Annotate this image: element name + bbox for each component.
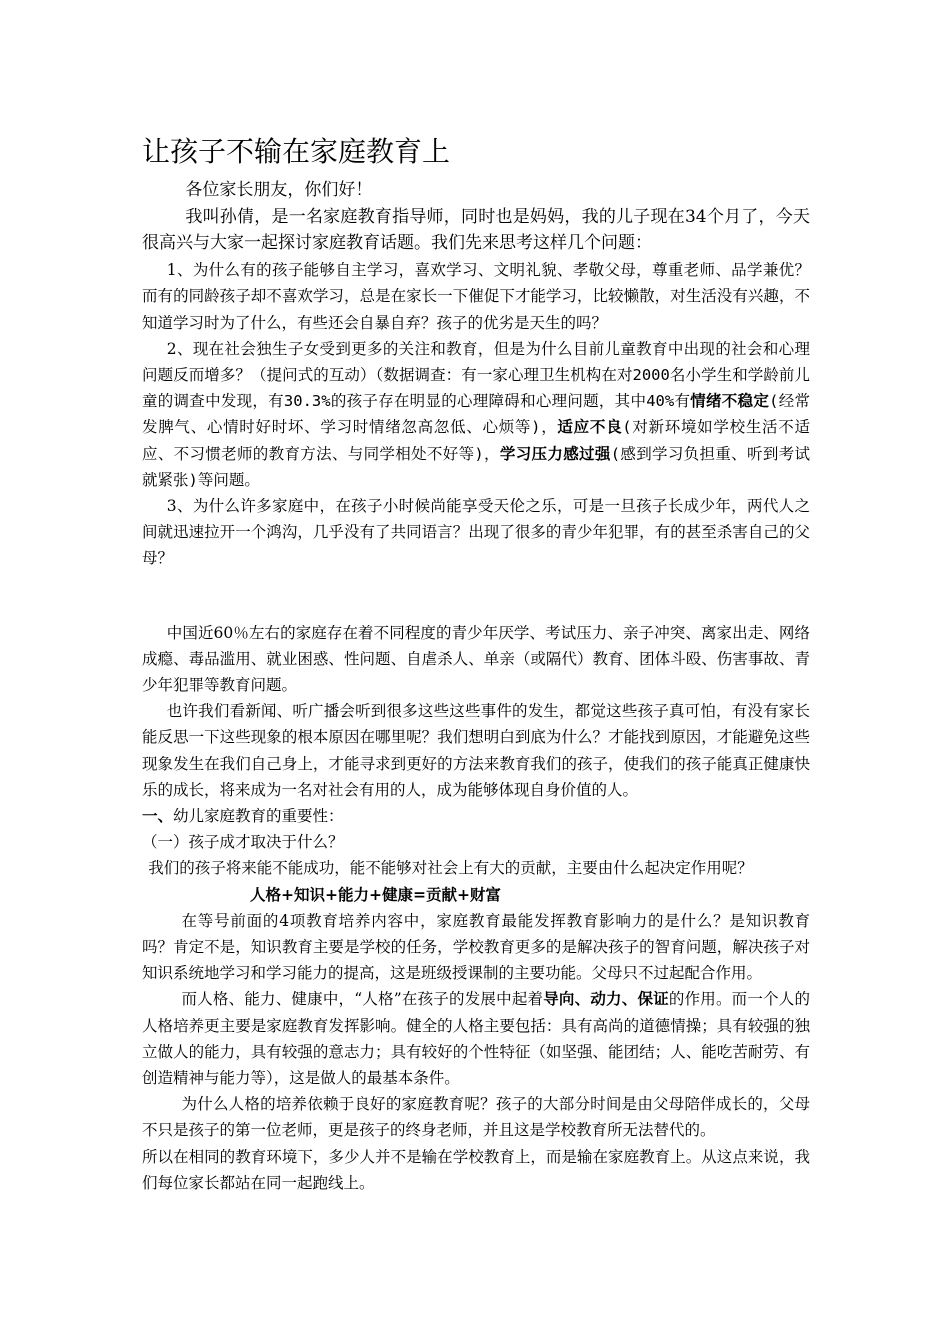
question-1-paragraph: 1、为什么有的孩子能够自主学习，喜欢学习、文明礼貌、孝敬父母，尊重老师、品学兼优？而有的同龄孩子却不喜欢学习，总是在家长一下催促下才能学习，比较懒散，对生活没有兴趣，不知道学习时为了什么，有些还会自暴自弃？孩子的优劣是天生的吗？ [142, 261, 810, 332]
intro-paragraph: 我叫孙倩，是一名家庭教育指导师，同时也是妈妈，我的儿子现在34个月了，今天很高兴与大家一起探讨家庭教育话题。我们先来思考这样几个问题： [142, 206, 810, 254]
conclusion-paragraph: 所以在相同的教育环境下，多少人并不是输在学校教育上，而是输在家庭教育上。从这点来说，我们每位家长都站在同一起跑线上。 [142, 1147, 810, 1192]
subsection-heading-1: （一）孩子成才取决于什么？ [142, 833, 344, 852]
poor-adaptation-term: 适应不良 [557, 418, 623, 437]
formula-line: 人格+知识+能力+健康=贡献+财富 [250, 884, 501, 904]
news-reflection-paragraph: 也许我们看新闻、听广播会听到很多这些这些事件的发生，都觉这些孩子真可怕，有没有家长能反思一下这些现象的根本原因在哪里呢？我们想明白到底为什么？才能找到原因，才能避免这些现象发生在我们自己身上，才能寻求到更好的方法来教育我们的孩子，使我们的孩子能真正健康快乐的成长，将来成为一名对社会有用的人，成为能够体现自身价值的人。 [142, 702, 810, 799]
survey-text: 数据调查：有一家心理卫生机构在对2000名小学生和学龄前儿童的调查中发现，有30.3%的孩子存在明显的心理障碍和心理问题，其中40%有 [142, 365, 810, 411]
greeting-paragraph: 各位家长朋友，你们好！ [185, 180, 373, 200]
survey-text-4: (感到学习负担重、听到考试就紧张)等问题。 [142, 444, 810, 489]
question-2-paragraph [142, 336, 810, 493]
document-title: 让孩子不输在家庭教育上 [142, 135, 451, 168]
document-body [142, 177, 810, 1196]
equal-sign-paragraph: 在等号前面的4项教育培养内容中，家庭教育最能发挥教育影响力的是什么？是知识教育吗？肯定不是，知识教育主要是学校的任务，学校教育更多的是解决孩子的智育问题，解决孩子对知识系统地学习和学习能力的提高，这是班级授课制的主要功能。父母只不过起配合作用。 [142, 911, 810, 983]
china-statistics-paragraph: 中国近60％左右的家庭存在着不同程度的青少年厌学、考试压力、亲子冲突、离家出走、网络成瘾、毒品滥用、就业困惑、性问题、自虐杀人、单亲（或隔代）教育、团体斗殴、伤害事故、青少年犯罪等教育问题。 [142, 623, 810, 694]
blank-gap [142, 572, 810, 620]
question-2-lead: 2、现在社会独生子女受到更多的关注和教育，但是为什么目前儿童教育中出现的社会和心理问题反而增多？（提问式的互动）（ [142, 339, 810, 384]
section-heading-1 [142, 803, 810, 829]
why-personality-paragraph: 为什么人格的培养依赖于良好的家庭教育呢？孩子的大部分时间是由父母陪伴成长的，父母不只是孩子的第一位老师，更是孩子的终身老师，并且这是学校教育所无法替代的。 [142, 1095, 810, 1140]
study-pressure-term: 学习压力感过强 [499, 444, 611, 463]
survey-text-2: (经常发脾气、心情时好时坏、学习时情绪忽高忽低、心烦等)， [142, 392, 810, 437]
survey-text-3: (对新环境如学校生活不适应、不习惯老师的教育方法、与同学相处不好等)， [142, 418, 810, 463]
success-question-paragraph: 我们的孩子将来能不能成功，能不能够对社会上有大的贡献，主要由什么起决定作用呢？ [148, 859, 753, 878]
emotional-instability-term: 情绪不稳定 [690, 392, 770, 411]
section-number: 一、 [142, 805, 174, 825]
question-3-paragraph: 3、为什么许多家庭中，在孩子小时候尚能享受天伦之乐，可是一旦孩子长成少年，两代人之间就迅速拉开一个鸿沟，几乎没有了共同语言？出现了很多的青少年犯罪，有的甚至杀害自己的父母？ [142, 496, 810, 568]
personality-paragraph [142, 986, 810, 1091]
personality-rest: 的作用。而一个人的人格培养更主要是家庭教育发挥影响。健全的人格主要包括：具有高尚的道德情操；具有较强的独立做人的能力，具有较强的意志力；具有较好的个性特征（如坚强、能团结；人、能吃苦耐劳、有创造精神与能力等），这是做人的最基本条件。 [142, 990, 810, 1087]
personality-lead: 而人格、能力、健康中，“人格”在孩子的发展中起着 [181, 990, 544, 1009]
section-heading-text: 幼儿家庭教育的重要性： [173, 806, 344, 825]
personality-roles-term: 导向、动力、保证 [543, 989, 669, 1009]
